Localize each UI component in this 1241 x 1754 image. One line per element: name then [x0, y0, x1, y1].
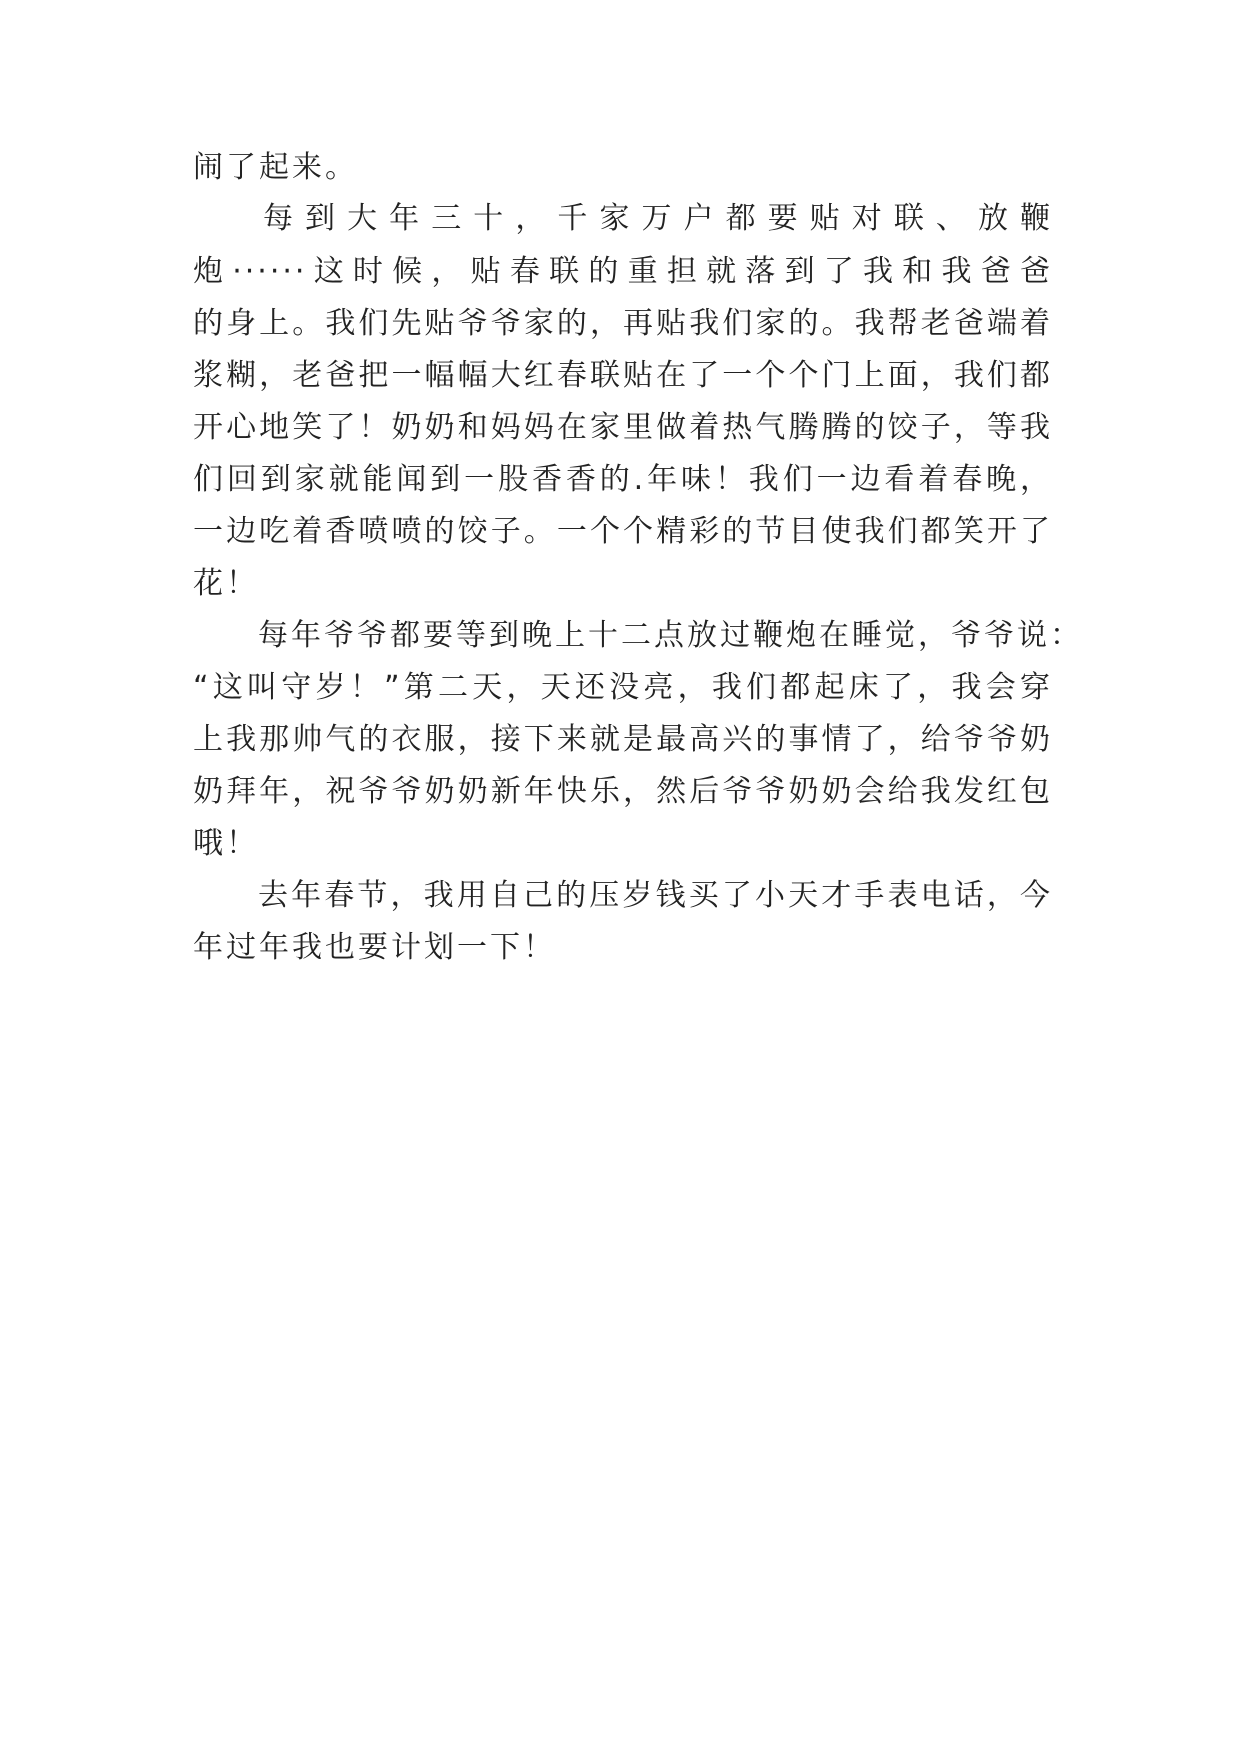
text-line: 花！ [193, 566, 259, 601]
text-line: 闹了起来。 [193, 150, 358, 185]
text-line: 哦！ [193, 826, 259, 861]
text-line: 开心地笑了！奶奶和妈妈在家里做着热气腾腾的饺子，等我 [193, 410, 1053, 445]
text-line: 奶拜年，祝爷爷奶奶新年快乐，然后爷爷奶奶会给我发红包 [193, 774, 1053, 809]
text-line: 每到大年三十，千家万户都要贴对联、放鞭 [263, 201, 1053, 236]
text-line: “这叫守岁！”第二天，天还没亮，我们都起床了，我会穿 [193, 670, 1053, 705]
text-line: 每年爷爷都要等到晚上十二点放过鞭炮在睡觉，爷爷说： [258, 618, 1083, 653]
text-line: 去年春节，我用自己的压岁钱买了小天才手表电话，今 [258, 878, 1053, 913]
text-line: 们回到家就能闻到一股香香的.年味！我们一边看着春晚， [193, 462, 1053, 497]
text-line: 上我那帅气的衣服，接下来就是最高兴的事情了，给爷爷奶 [193, 722, 1053, 757]
text-line: 浆糊，老爸把一幅幅大红春联贴在了一个个门上面，我们都 [193, 358, 1053, 393]
text-line: 的身上。我们先贴爷爷家的，再贴我们家的。我帮老爸端着 [193, 306, 1053, 341]
text-line: 炮······这时候，贴春联的重担就落到了我和我爸爸 [193, 254, 1053, 289]
text-line: 年过年我也要计划一下！ [193, 930, 556, 965]
text-line: 一边吃着香喷喷的饺子。一个个精彩的节目使我们都笑开了 [193, 514, 1053, 549]
